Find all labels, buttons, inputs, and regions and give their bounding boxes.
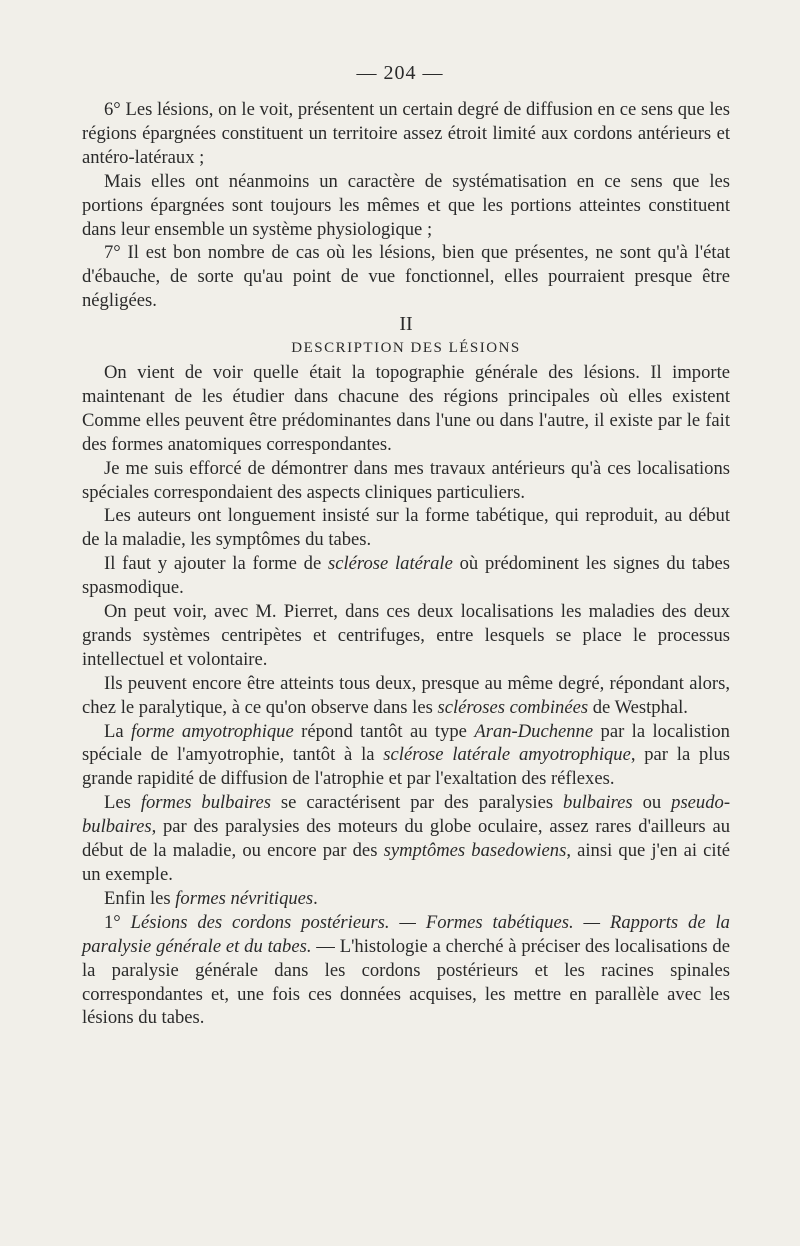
italic-run: scléroses combinées [437,696,589,718]
paragraph-cordons-posterieurs [82,911,730,1031]
text-run: de Westphal. [588,696,688,718]
text-run: — L'histologie a cherché à préciser des localisations de la paralysie générale dans les cordons postérieurs et les racines spinales correspondantes et, une fois ces données acquises, les mettre en parallèle avec les lésions du tabes. [82,935,730,1029]
italic-run: formes bulbaires [140,792,271,814]
italic-run: symptômes basedowiens [383,840,567,862]
paragraph-sclerose-laterale [82,552,730,600]
paragraph-topographie: On vient de voir quelle était la topographie générale des lésions. Il importe maintenant de les étudier dans chacune des régions principales où elles existent Comme elles peuvent être prédominantes dans l'une ou dans l'autre, il existe par le fait des formes anatomiques correspondantes. [82,361,730,455]
text-run: 1° [104,911,131,933]
text-run: Ils peuvent encore être atteints tous deux, presque au même degré, répondant alors, chez le paralytique, à ce qu'on observe dans les [82,672,730,718]
text-run: . [313,887,318,909]
text-run: , par des paralysies des moteurs du globe oculaire, assez rares d'ailleurs au début de la maladie, ou encore par des [82,816,730,862]
italic-run: sclérose latérale amyotrophique [383,744,631,766]
italic-run: Aran-Duchenne [474,720,594,742]
paragraph-pierret: On peut voir, avec M. Pierret, dans ces deux localisations les maladies des deux grands systèmes centripètes et centrifuges, entre lesquels se place le processus intellectuel et volontaire. [82,601,730,670]
text-run: , par la plus grande rapidité de diffusion de l'atrophie et par l'exaltation des réflexes. [82,744,730,790]
section-title: DESCRIPTION DES LÉSIONS [291,340,521,357]
text-run: Les [104,792,141,814]
text-run: répond tantôt au type [293,720,475,742]
list-item-6: 6° Les lésions, on le voit, présentent un certain degré de diffusion en ce sens que les régions épargnées constituent un territoire assez étroit limité aux cordons antérieurs et antéro-latéraux ; [82,99,730,168]
italic-run: Lésions des cordons postérieurs. — Formes tabétiques. — Rapports de la paralysie générale et du tabes. [82,911,730,957]
paragraph-forme-tabetique: Les auteurs ont longuement insisté sur la forme tabétique, qui reproduit, au début de la maladie, les symptômes du tabes. [82,505,730,551]
text-run: où prédominent les signes du tabes spasmodique. [82,553,730,599]
section-number: II [399,313,413,336]
page-body [82,98,730,1030]
italic-run: pseudo-bulbaires [82,792,731,838]
page-number: — 204 — [356,62,444,84]
italic-run: forme amyotrophique [131,720,294,742]
text-run: se caractérisent par des paralysies [270,792,564,814]
text-run: ou [632,792,672,814]
italic-run: formes névritiques [175,887,314,909]
text-run: Il faut y ajouter la forme de [104,553,328,575]
text-run: Enfin les [104,887,176,909]
paragraph-forme-amyotrophique [82,720,730,792]
list-item-7: 7° Il est bon nombre de cas où les lésions, bien que présentes, ne sont qu'à l'état d'ébauche, de sorte qu'au point de vue fonctionnel, elles pourraient presque être négligées. [82,242,730,312]
italic-run: bulbaires [563,792,633,814]
paragraph-formes-bulbaires [82,791,730,887]
paragraph-travaux: Je me suis efforcé de démontrer dans mes travaux antérieurs qu'à ces localisations spéciales correspondaient des aspects cliniques particuliers. [82,457,730,503]
text-run: , ainsi que j'en ai cité un exemple. [82,840,730,885]
text-run: La [104,720,132,742]
italic-run: sclérose latérale [327,553,453,575]
paragraph-scleroses-combinees [82,672,730,720]
paragraph-formes-nevritiques [82,887,730,911]
text-run: par la localistion spéciale de l'amyotrophie, tantôt à la [82,720,730,766]
paragraph-systematisation: Mais elles ont néanmoins un caractère de systématisation en ce sens que les portions épargnées sont toujours les mêmes et que les portions atteintes constituent dans leur ensemble un système physiologique ; [82,170,730,240]
